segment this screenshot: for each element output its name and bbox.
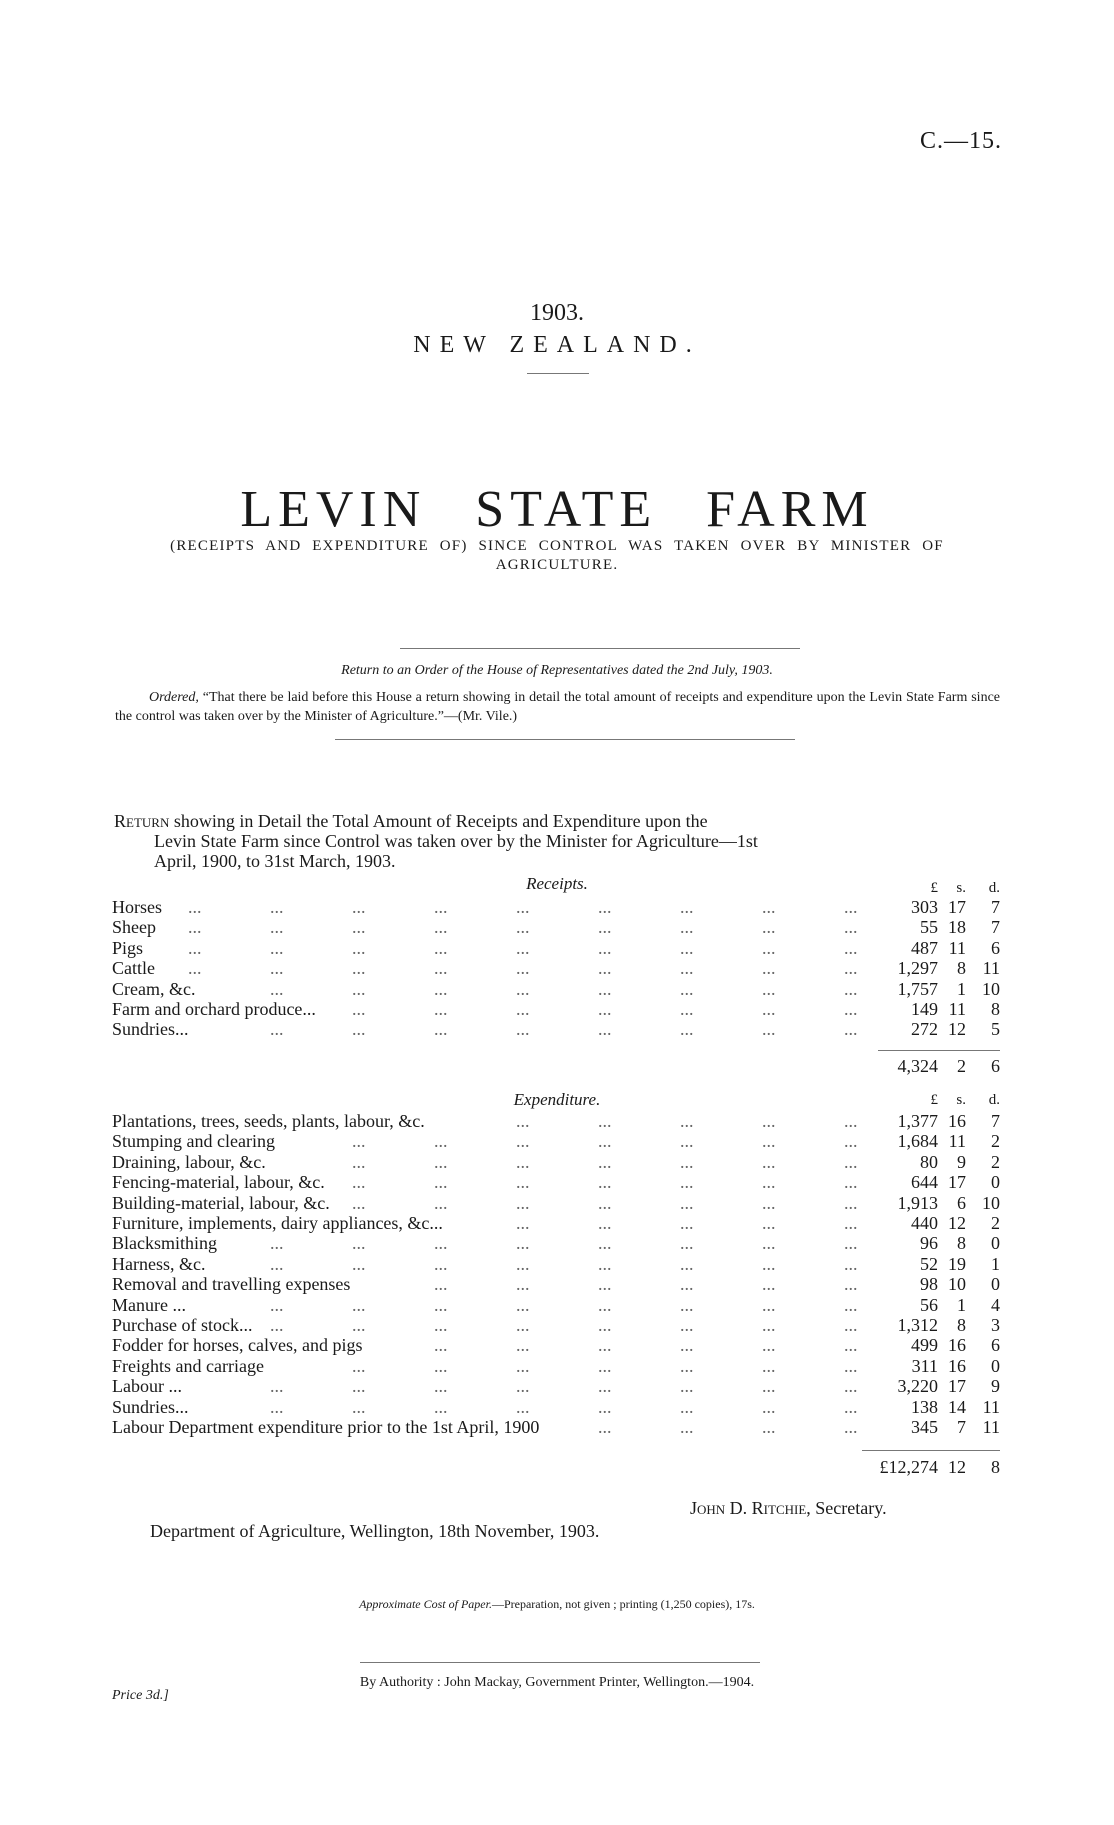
amount-pence: 7 (991, 897, 1000, 917)
amount-pence: 7 (991, 917, 1000, 938)
divider (527, 373, 589, 374)
amount-pounds: 1,312 (897, 1315, 938, 1335)
amount-pence: 6 (991, 1335, 1000, 1356)
amount-pence: 5 (991, 1019, 1000, 1040)
amount-pounds: 644 (911, 1172, 938, 1193)
amount-pence: 7 (991, 1111, 1000, 1131)
row-label: Sundries... (112, 1019, 189, 1040)
table-row: ... ... ... ... ... ... ... ... Labour ... 3,220 17 9 (112, 1376, 1000, 1397)
amount-pounds: 311 (911, 1355, 938, 1376)
intro-line-1: showing in Detail the Total Amount of Receipts and Expenditure upon the (173, 811, 708, 831)
table-row: ... ... ... ... ... ... ... Freights and carriage 311 16 0 (112, 1355, 1000, 1376)
table-row: ... ... ... ... ... ... ... ... ... Horses 303 17 7 (112, 897, 1000, 917)
amount-shillings: 19 (948, 1253, 966, 1274)
year: 1903. (530, 300, 584, 326)
col-shillings: s. (956, 880, 966, 896)
row-label: Manure ... (112, 1294, 186, 1315)
row-label: Pigs (112, 937, 144, 958)
amount-pounds: 345 (911, 1417, 938, 1437)
row-label: Draining, labour, &c. (112, 1151, 266, 1172)
table-row: ... ... ... ... ... ... ... Farm and orchard produce... 149 11 8 (112, 999, 1000, 1019)
amount-pence: 10 (982, 978, 1000, 999)
amount-pence: 3 (991, 1315, 1000, 1335)
table-row: ... ... ... ... ... Plantations, trees, seeds, plants, labour, &c. 1,377 16 7 (112, 1111, 1000, 1131)
page-subtitle: (RECEIPTS AND EXPENDITURE OF) SINCE CONTROL WAS TAKEN OVER BY MINISTER OF AGRICULTURE. (170, 538, 944, 573)
receipts-heading: Receipts. (526, 874, 588, 893)
amount-pence: 11 (982, 1417, 1000, 1437)
total-rule (862, 1450, 1000, 1451)
amount-shillings: 7 (957, 1417, 966, 1437)
row-label: Building-material, labour, &c. (112, 1192, 330, 1213)
table-row: ... ... ... ... ... ... ... ... Manure ... 56 1 4 (112, 1294, 1000, 1315)
row-label: Labour ... (112, 1376, 182, 1397)
ordered-label: Ordered, (149, 690, 199, 705)
amount-shillings: 17 (948, 1172, 966, 1193)
amount-shillings: 8 (957, 1315, 966, 1335)
amount-shillings: 16 (948, 1335, 966, 1356)
amount-pounds: 272 (911, 1019, 938, 1040)
table-row: ... ... ... ... ... ... Fodder for horses, calves, and pigs 499 16 6 (112, 1335, 1000, 1356)
total-pence: 6 (991, 1056, 1000, 1076)
amount-shillings: 6 (957, 1192, 966, 1213)
receipts-total-row (112, 1056, 1000, 1076)
amount-pence: 4 (991, 1294, 1000, 1315)
amount-pence: 11 (982, 958, 1000, 979)
table-row: ... ... ... ... ... ... ... ... Purchase of stock... 1,312 8 3 (112, 1315, 1000, 1335)
amount-pence: 6 (991, 937, 1000, 958)
printer-authority: By Authority : John Mackay, Government Printer, Wellington.—1904. (359, 1675, 755, 1690)
divider (335, 739, 795, 740)
col-pounds: £ (930, 1092, 938, 1108)
row-label: Cream, &c. (112, 978, 196, 999)
row-label: Cattle (112, 958, 155, 979)
return-order-line: Return to an Order of the House of Representatives dated the 2nd July, 1903. (341, 663, 773, 678)
amount-shillings: 8 (957, 1233, 966, 1254)
expenditure-column-headers (112, 1092, 1000, 1112)
table-row: ... ... ... ... ... Furniture, implements, dairy appliances, &c... 440 12 2 (112, 1213, 1000, 1233)
amount-pounds: 487 (911, 937, 938, 958)
amount-shillings: 11 (948, 999, 966, 1019)
amount-pounds: 303 (911, 897, 938, 917)
table-row: ... ... ... ... ... ... ... ... Cream, &c. 1,757 1 10 (112, 978, 1000, 999)
amount-shillings: 14 (948, 1396, 966, 1417)
amount-shillings: 11 (948, 1131, 966, 1152)
intro-line-2: Levin State Farm since Control was taken over by the Minister for Agriculture—1st (154, 831, 758, 851)
table-row: ... ... ... ... ... ... ... ... ... Pigs 487 11 6 (112, 937, 1000, 958)
row-label: Sundries... (112, 1396, 189, 1417)
ordered-text: “That there be laid before this House a return showing in detail the total amount of receipts and expenditure upon the Levin State Farm since the control was taken over by the Minister of Agriculture.”—(Mr. Vile.) (115, 690, 1000, 724)
amount-pounds: 440 (911, 1213, 938, 1233)
amount-shillings: 9 (957, 1151, 966, 1172)
amount-shillings: 12 (948, 1019, 966, 1040)
table-row: ... ... ... ... ... ... ... Draining, labour, &c. 80 9 2 (112, 1151, 1000, 1172)
table-row: ... ... ... ... ... ... ... Fencing-material, labour, &c. 644 17 0 (112, 1172, 1000, 1193)
table-row: ... ... ... ... ... ... ... ... Sundries... 138 14 11 (112, 1396, 1000, 1417)
signatory-title: Secretary. (815, 1498, 887, 1518)
amount-pence: 0 (991, 1274, 1000, 1295)
amount-shillings: 12 (948, 1213, 966, 1233)
total-shillings: 12 (948, 1457, 966, 1477)
amount-pounds: 499 (911, 1335, 938, 1356)
expenditure-total-row (112, 1457, 1000, 1477)
total-pounds: 4,324 (897, 1056, 938, 1076)
row-label: Purchase of stock... (112, 1315, 253, 1335)
total-pounds: £12,274 (879, 1457, 938, 1477)
amount-pounds: 1,913 (897, 1192, 938, 1213)
cost-label: Approximate Cost of Paper. (359, 1597, 492, 1611)
row-label: Fencing-material, labour, &c. (112, 1172, 325, 1193)
amount-pence: 2 (991, 1213, 1000, 1233)
signature (690, 1498, 887, 1519)
amount-pounds: 149 (911, 999, 938, 1019)
amount-pounds: 98 (920, 1274, 938, 1295)
total-rule (878, 1050, 1000, 1051)
amount-pounds: 3,220 (897, 1376, 938, 1397)
col-pounds: £ (930, 880, 938, 896)
row-label: Furniture, implements, dairy appliances, &c... (112, 1213, 443, 1233)
amount-shillings: 1 (957, 978, 966, 999)
amount-pence: 9 (991, 1376, 1000, 1397)
amount-pence: 0 (991, 1233, 1000, 1254)
ordered-paragraph (115, 688, 1000, 726)
row-label: Sheep (112, 917, 156, 938)
table-row: ... ... ... ... ... ... Removal and travelling expenses 98 10 0 (112, 1274, 1000, 1295)
intro-line-3: April, 1900, to 31st March, 1903. (154, 851, 396, 871)
amount-pence: 10 (982, 1192, 1000, 1213)
total-shillings: 2 (957, 1056, 966, 1076)
table-row: ... ... ... ... ... ... ... Building-material, labour, &c. 1,913 6 10 (112, 1192, 1000, 1213)
amount-pounds: 96 (920, 1233, 938, 1254)
table-row: ... ... ... ... ... ... ... ... ... Sheep 55 18 7 (112, 917, 1000, 938)
amount-shillings: 1 (957, 1294, 966, 1315)
amount-pence: 1 (991, 1253, 1000, 1274)
amount-pence: 0 (991, 1172, 1000, 1193)
department-line: Department of Agriculture, Wellington, 18th November, 1903. (150, 1521, 600, 1541)
row-label: Horses (112, 897, 162, 917)
page-title: LEVIN STATE FARM (240, 481, 874, 538)
amount-pounds: 1,757 (897, 978, 938, 999)
col-shillings: s. (956, 1092, 966, 1108)
row-label: Harness, &c. (112, 1253, 206, 1274)
amount-shillings: 18 (948, 917, 966, 938)
row-label: Stumping and clearing (112, 1131, 275, 1152)
divider (400, 648, 800, 649)
amount-shillings: 10 (948, 1274, 966, 1295)
row-label: Labour Department expenditure prior to the 1st April, 1900 (112, 1417, 540, 1437)
col-pence: d. (988, 1092, 1000, 1108)
amount-shillings: 11 (948, 937, 966, 958)
amount-shillings: 17 (948, 1376, 966, 1397)
total-pence: 8 (991, 1457, 1000, 1477)
row-label: Plantations, trees, seeds, plants, labour, &c. (112, 1111, 425, 1131)
amount-shillings: 16 (948, 1355, 966, 1376)
price: Price 3d.] (112, 1688, 169, 1703)
return-intro (114, 811, 999, 871)
row-label: Fodder for horses, calves, and pigs (112, 1335, 363, 1356)
table-row: ... ... ... ... ... ... ... Stumping and clearing 1,684 11 2 (112, 1131, 1000, 1152)
amount-pounds: 1,377 (897, 1111, 938, 1131)
signatory-name: John D. Ritchie, (690, 1498, 811, 1518)
amount-pounds: 80 (920, 1151, 938, 1172)
amount-pence: 8 (991, 999, 1000, 1019)
amount-pounds: 138 (911, 1396, 938, 1417)
amount-pence: 2 (991, 1151, 1000, 1172)
divider (360, 1662, 760, 1663)
country: NEW ZEALAND. (413, 332, 701, 358)
amount-pence: 11 (982, 1396, 1000, 1417)
table-row: ... ... ... ... ... ... ... ... Blacksmithing 96 8 0 (112, 1233, 1000, 1254)
amount-shillings: 8 (957, 958, 966, 979)
row-label: Farm and orchard produce... (112, 999, 316, 1019)
table-row: ... ... ... ... Labour Department expenditure prior to the 1st April, 1900 345 7 11 (112, 1417, 1000, 1437)
table-row: ... ... ... ... ... ... ... ... ... Cattle 1,297 8 11 (112, 958, 1000, 979)
row-label: Removal and travelling expenses (112, 1274, 351, 1295)
amount-pounds: 52 (920, 1253, 938, 1274)
document-reference: C.—15. (919, 128, 1002, 154)
row-label: Blacksmithing (112, 1233, 217, 1254)
col-pence: d. (988, 880, 1000, 896)
amount-pounds: 1,297 (897, 958, 938, 979)
amount-pounds: 56 (920, 1294, 938, 1315)
row-label: Freights and carriage (112, 1355, 264, 1376)
cost-text: —Preparation, not given ; printing (1,250 copies), 17s. (491, 1597, 755, 1611)
expenditure-heading: Expenditure. (513, 1090, 601, 1109)
cost-of-paper (0, 1597, 1114, 1612)
amount-pounds: 55 (920, 917, 938, 938)
amount-shillings: 17 (948, 897, 966, 917)
amount-shillings: 16 (948, 1111, 966, 1131)
intro-lead: Return (114, 811, 170, 831)
amount-pence: 2 (991, 1131, 1000, 1152)
table-row: ... ... ... ... ... ... ... ... Sundries... 272 12 5 (112, 1019, 1000, 1040)
amount-pounds: 1,684 (897, 1131, 938, 1152)
amount-pence: 0 (991, 1355, 1000, 1376)
table-row: ... ... ... ... ... ... ... ... Harness, &c. 52 19 1 (112, 1253, 1000, 1274)
